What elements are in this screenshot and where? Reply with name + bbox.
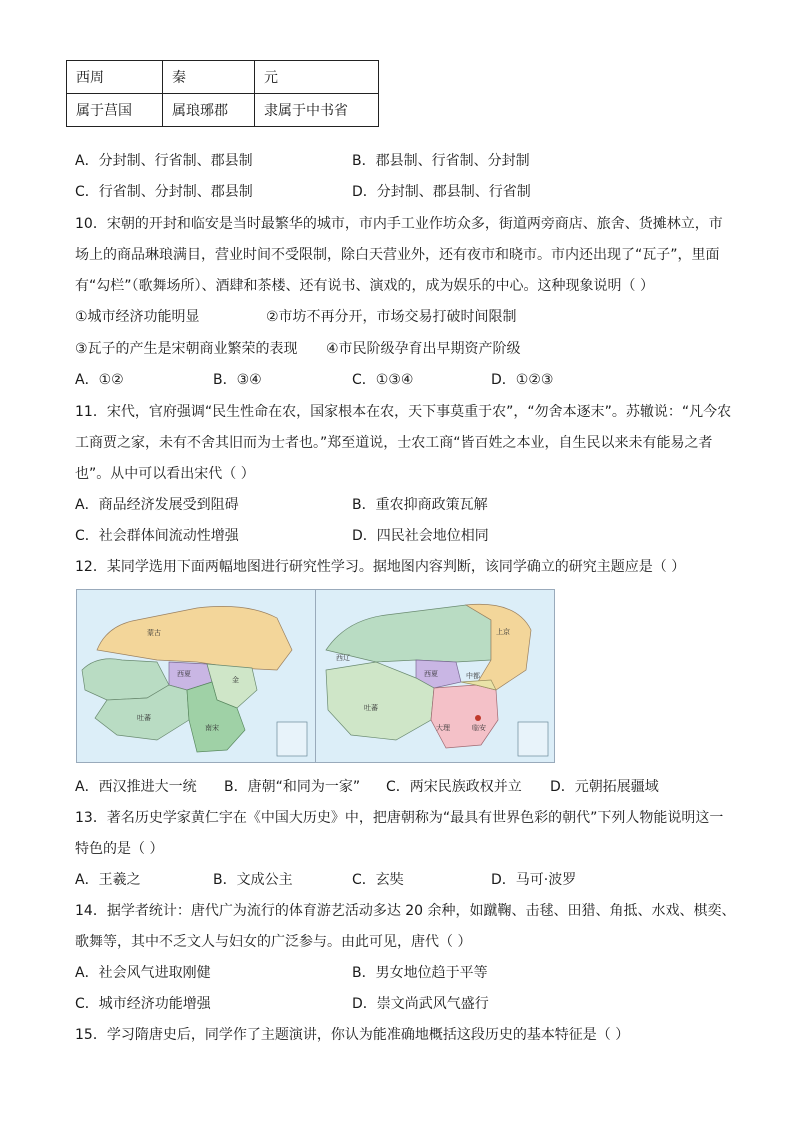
q10-option-d: D．①②③ <box>491 372 554 388</box>
table-header-cell: 秦 <box>163 61 255 94</box>
q14-option-c: C．城市经济功能增强 <box>75 996 211 1012</box>
q12-option-c: C．两宋民族政权并立 <box>386 779 522 795</box>
q11-stem-line: 11．宋代，官府强调“民生性命在农，国家根本在农，天下事莫重于农”，“勿舍本逐末”。苏辙说：“凡今农 <box>75 404 732 420</box>
map-label: 西夏 <box>424 670 438 678</box>
q10-option-b: B．③④ <box>213 372 262 388</box>
q14-option-d: D．崇文尚武风气盛行 <box>352 996 489 1012</box>
q14-option-a: A．社会风气进取刚健 <box>75 965 211 981</box>
q13-stem-line: 特色的是（ ） <box>75 841 164 857</box>
map-label: 吐蕃 <box>137 714 151 722</box>
q14-stem-line: 14．据学者统计：唐代广为流行的体育游艺活动多达 20 余种，如蹴鞠、击毬、田猎、角抵、水戏、棋奕、 <box>75 903 736 919</box>
map-label: 西辽 <box>336 654 350 662</box>
q10-stem-line: 场上的商品琳琅满目，营业时间不受限制，除白天营业外，还有夜市和晓市。市内还出现了“瓦子”，里面 <box>75 247 720 263</box>
q10-stem-line: 10．宋朝的开封和临安是当时最繁华的城市，市内手工业作坊众多，街道两旁商店、旅舍、货摊林立，市 <box>75 216 723 232</box>
q13-option-d: D．马可·波罗 <box>491 872 577 888</box>
q10-statement-4: ④市民阶级孕育出早期资产阶级 <box>326 341 521 357</box>
q11-option-c: C．社会群体间流动性增强 <box>75 528 239 544</box>
q12-option-b: B．唐朝“和同为一家” <box>224 779 361 795</box>
map-label: 吐蕃 <box>364 704 378 712</box>
table-cell: 隶属于中书省 <box>255 94 379 127</box>
table-row <box>67 61 379 94</box>
q13-option-b: B．文成公主 <box>213 872 293 888</box>
map-label: 西夏 <box>177 670 191 678</box>
table-row <box>67 94 379 127</box>
q13-option-a: A．王羲之 <box>75 872 141 888</box>
q10-statement-3: ③瓦子的产生是宋朝商业繁荣的表现 <box>75 341 298 357</box>
q13-stem-line: 13．著名历史学家黄仁宇在《中国大历史》中，把唐朝称为“最具有世界色彩的朝代”下列人物能说明这一 <box>75 810 724 826</box>
q9-option-b: B．郡县制、行省制、分封制 <box>352 153 530 169</box>
q14-stem-line: 歌舞等，其中不乏文人与妇女的广泛参与。由此可见，唐代（ ） <box>75 934 472 950</box>
map-label: 蒙古 <box>147 629 161 637</box>
q9-option-c: C．行省制、分封制、郡县制 <box>75 184 253 200</box>
q9-option-a: A．分封制、行省制、郡县制 <box>75 153 253 169</box>
q9-option-d: D．分封制、郡县制、行省制 <box>352 184 531 200</box>
q11-option-d: D．四民社会地位相同 <box>352 528 489 544</box>
historical-map-right <box>315 589 555 763</box>
q11-stem-line: 工商贾之家，未有不舍其旧而为士者也。”郑至道说，士农工商“皆百姓之本业，自生民以来未有能易之者 <box>75 435 713 451</box>
q15-stem-line: 15．学习隋唐史后，同学作了主题演讲，你认为能准确地概括这段历史的基本特征是（ ） <box>75 1027 630 1043</box>
q13-option-c: C．玄奘 <box>352 872 404 888</box>
q10-statement-2: ②市坊不再分开，市场交易打破时间限制 <box>266 309 517 325</box>
table-cell: 属于莒国 <box>67 94 163 127</box>
map-label: 临安 <box>472 724 486 732</box>
map-label: 南宋 <box>205 724 219 732</box>
q11-option-b: B．重农抑商政策瓦解 <box>352 497 488 513</box>
q12-option-d: D．元朝拓展疆域 <box>550 779 659 795</box>
map-label: 上京 <box>496 628 510 636</box>
map-label: 中都 <box>466 672 480 680</box>
q10-statement-1: ①城市经济功能明显 <box>75 309 200 325</box>
table-header-cell: 元 <box>255 61 379 94</box>
map-label: 大理 <box>436 724 450 732</box>
historical-map-left <box>76 589 316 763</box>
q10-option-c: C．①③④ <box>352 372 414 388</box>
table-cell: 属琅琊郡 <box>163 94 255 127</box>
q10-stem-line: 有“勾栏”（歌舞场所）、酒肆和茶楼、还有说书、演戏的，成为娱乐的中心。这种现象说明（ ） <box>75 278 654 294</box>
q12-stem-line: 12．某同学选用下面两幅地图进行研究性学习。据地图内容判断，该同学确立的研究主题应是（ ） <box>75 559 686 575</box>
table-header-cell: 西周 <box>67 61 163 94</box>
q12-option-a: A．西汉推进大一统 <box>75 779 197 795</box>
q11-stem-line: 也”。从中可以看出宋代（ ） <box>75 466 255 482</box>
q10-option-a: A．①② <box>75 372 124 388</box>
region-table <box>66 60 379 127</box>
q14-option-b: B．男女地位趋于平等 <box>352 965 488 981</box>
q11-option-a: A．商品经济发展受到阻碍 <box>75 497 239 513</box>
map-label: 金 <box>232 676 239 684</box>
